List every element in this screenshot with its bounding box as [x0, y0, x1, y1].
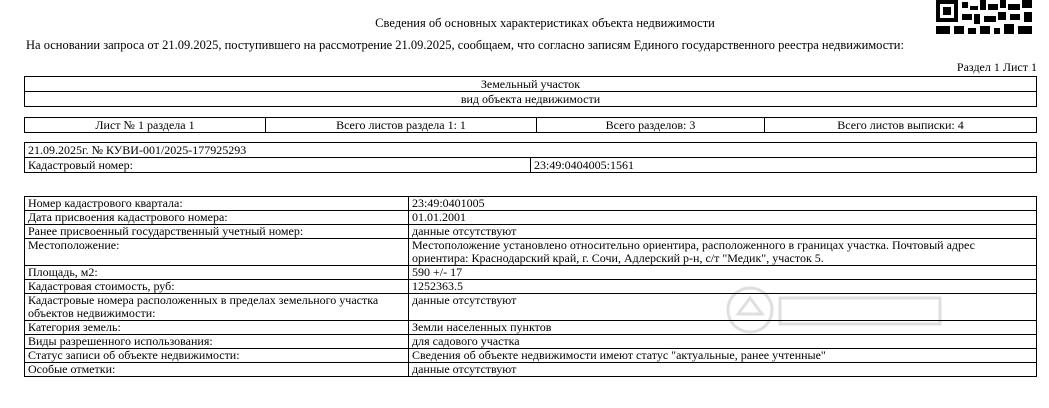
intro-text: На основании запроса от 21.09.2025, поступившего на рассмотрение 21.09.2025, сообщаем, что согласно записям Единого государственного реестра недвижимости:: [26, 38, 904, 52]
row-label: Виды разрешенного использования:: [25, 335, 409, 349]
row-value: Сведения об объекте недвижимости имеют статус "актуальные, ранее учтенные": [409, 349, 1037, 363]
table-row: [25, 280, 1037, 294]
table-row: [25, 363, 1037, 377]
object-type-caption: вид объекта недвижимости: [25, 92, 1037, 107]
document-title: Сведения об основных характеристиках объекта недвижимости: [375, 16, 715, 30]
table-row: [25, 211, 1037, 225]
row-value: данные отсутствуют: [409, 294, 1037, 321]
row-label: Кадастровые номера расположенных в пределах земельного участка объектов недвижимости:: [25, 294, 409, 321]
row-value: 590 +/- 17: [409, 266, 1037, 280]
row-value: Земли населенных пунктов: [409, 321, 1037, 335]
row-label: Особые отметки:: [25, 363, 409, 377]
table-row: [25, 321, 1037, 335]
sheets-info-table: [24, 117, 1037, 133]
table-row: [25, 197, 1037, 211]
row-label: Статус записи об объекте недвижимости:: [25, 349, 409, 363]
table-row: [25, 349, 1037, 363]
table-row: [25, 294, 1037, 321]
total-sheets-section: Всего листов раздела 1: 1: [266, 118, 537, 133]
sheet-number: Лист № 1 раздела 1: [25, 118, 266, 133]
document-reference: 21.09.2025г. № КУВИ-001/2025-177925293: [25, 143, 1037, 158]
row-label: Ранее присвоенный государственный учетный номер:: [25, 225, 409, 239]
row-value: Местоположение установлено относительно ориентира, расположенного в границах участка. Почтовый адрес ориентира: Краснодарский край, г. Сочи, Адлерский р-н, с/т "Медик", участок 5.: [409, 239, 1037, 266]
characteristics-table: [24, 196, 1037, 377]
table-row: [25, 239, 1037, 266]
row-value: 01.01.2001: [409, 211, 1037, 225]
object-type-table: [24, 76, 1037, 107]
total-sheets-extract: Всего листов выписки: 4: [765, 118, 1037, 133]
cadastral-table: [24, 142, 1037, 173]
row-value: 1252363.5: [409, 280, 1037, 294]
row-label: Номер кадастрового квартала:: [25, 197, 409, 211]
table-row: [25, 225, 1037, 239]
row-label: Площадь, м2:: [25, 266, 409, 280]
table-row: [25, 266, 1037, 280]
row-label: Категория земель:: [25, 321, 409, 335]
row-label: Дата присвоения кадастрового номера:: [25, 211, 409, 225]
row-label: Местоположение:: [25, 239, 409, 266]
qr-code-icon: [936, 0, 1036, 34]
row-value: 23:49:0401005: [409, 197, 1037, 211]
row-value: данные отсутствуют: [409, 363, 1037, 377]
table-row: [25, 335, 1037, 349]
total-sections: Всего разделов: 3: [537, 118, 765, 133]
cadastral-number-value: 23:49:0404005:1561: [531, 158, 1037, 173]
row-value: данные отсутствуют: [409, 225, 1037, 239]
object-type: Земельный участок: [25, 77, 1037, 92]
cadastral-number-label: Кадастровый номер:: [25, 158, 531, 173]
row-value: для садового участка: [409, 335, 1037, 349]
section-reference: Раздел 1 Лист 1: [956, 60, 1037, 74]
row-label: Кадастровая стоимость, руб:: [25, 280, 409, 294]
